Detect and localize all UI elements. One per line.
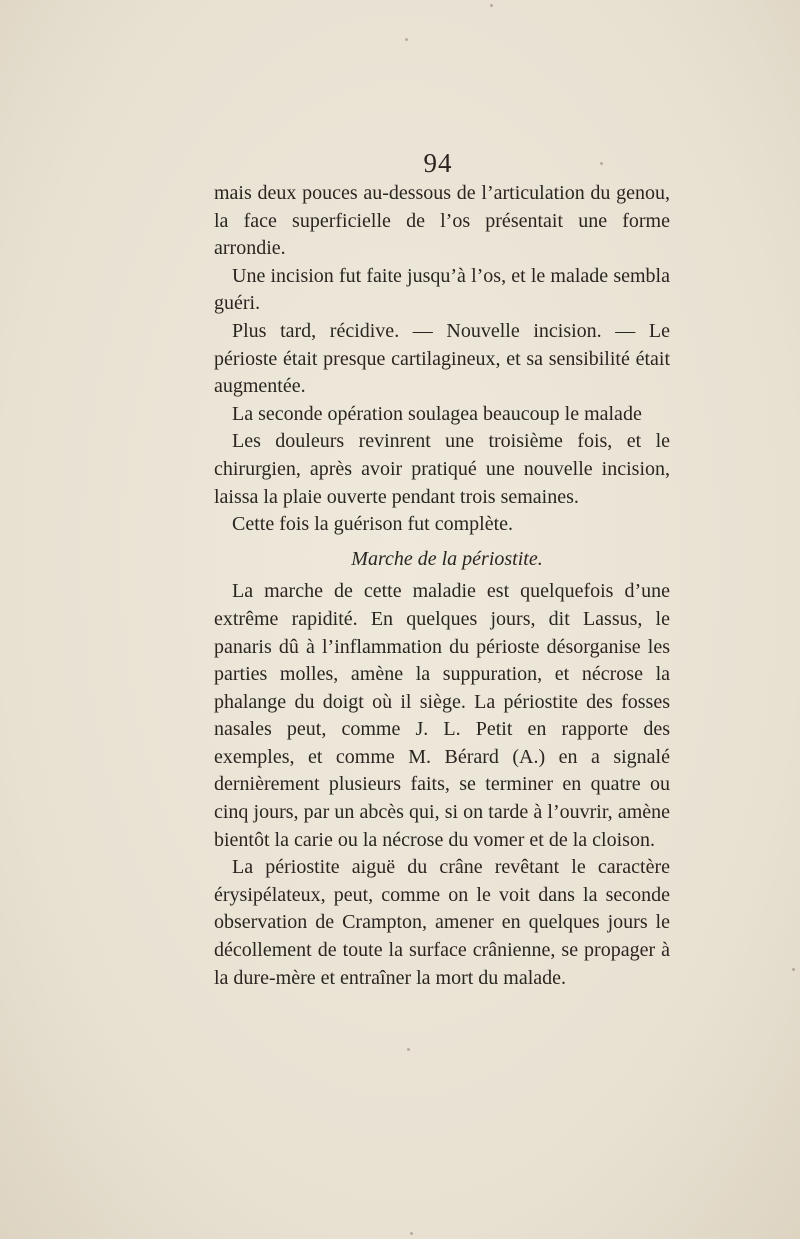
paragraph: Plus tard, récidive. — Nouvelle incision. — Le périoste était presque cartilagineux, et sa sensibilité était augmentée. (214, 319, 670, 398)
paragraph: Les douleurs revinrent une troisième fois, et le chirurgien, après avoir pratiqué une nouvelle incision, laissa la plaie ouverte pendant trois semaines. (214, 430, 670, 508)
paragraph: La périostite aiguë du crâne revêtant le caractère érysipélateux, peut, comme on le voit dans la seconde observation de Crampton, amener en quelques jours le décollement de toute la surface crânienne, se propager à la dure-mère et entraîner la mort du malade. (214, 856, 670, 989)
paper-speck (490, 4, 493, 7)
page-number: 94 (423, 148, 453, 178)
paper-speck (407, 1048, 410, 1051)
paragraph: La seconde opération soulagea beaucoup le malade (232, 402, 642, 425)
paragraph: mais deux pouces au-dessous de l’articulation du genou, la face superficielle de l’os présentait une forme arrondie. (214, 182, 670, 260)
paragraph: La marche de cette maladie est quelquefois d’une extrême rapidité. En quelques jours, dit Lassus, le panaris dû à l’inflammation du périoste désorganise les parties molles, amène la suppuration, et nécrose la phalange du doigt où il siège. La périostite des fosses nasales peut, comme J. L. Petit en rapporte des exemples, et comme M. Bérard (A.) en a signalé dernièrement plusieurs faits, se terminer en quatre ou cinq jours, par un abcès qui, si on tarde à l’ouvrir, amène bientôt la carie ou la nécrose du vomer et de la cloison. (214, 580, 670, 851)
body-text (214, 180, 670, 992)
paper-speck (600, 162, 603, 165)
paper-speck (410, 1232, 413, 1235)
paragraph: Une incision fut faite jusqu’à l’os, et le malade sembla guéri. (214, 264, 670, 315)
paper-speck (792, 968, 795, 971)
section-heading: Marche de la périostite. (351, 547, 543, 570)
paragraph: Cette fois la guérison fut complète. (232, 513, 514, 536)
paper-speck (405, 38, 408, 41)
